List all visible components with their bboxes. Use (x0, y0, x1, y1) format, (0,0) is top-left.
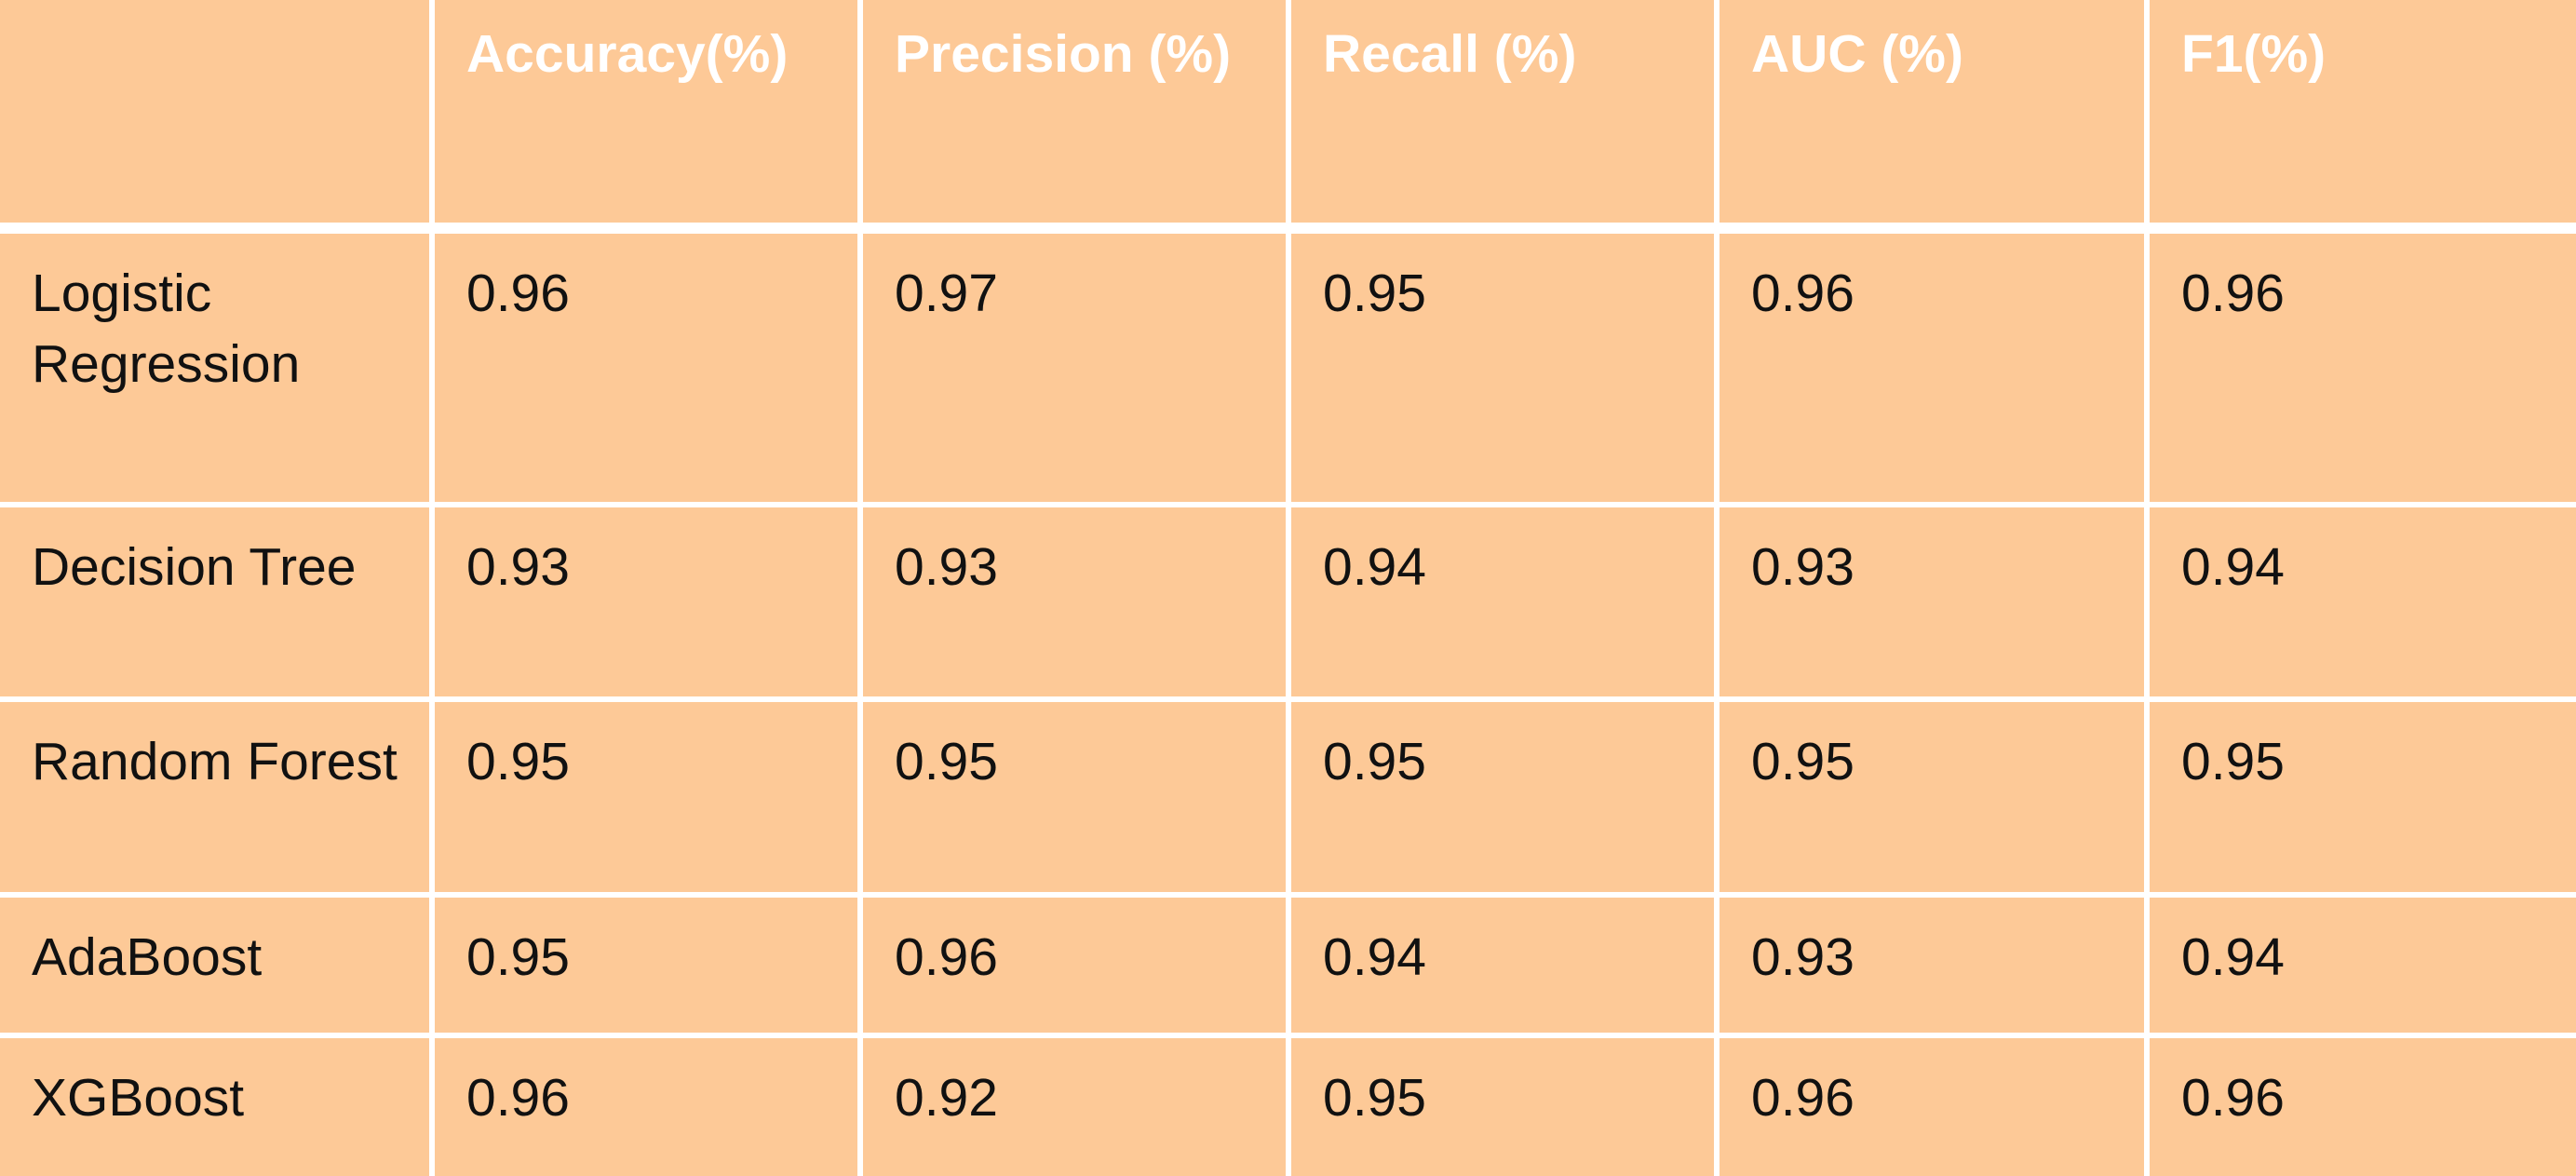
model-name-cell: Decision Tree (0, 505, 432, 699)
header-recall: Recall (%) (1288, 0, 1717, 228)
recall-cell: 0.95 (1288, 1035, 1717, 1176)
accuracy-cell: 0.96 (432, 228, 860, 505)
auc-cell: 0.95 (1717, 699, 2147, 895)
auc-cell: 0.93 (1717, 505, 2147, 699)
precision-cell: 0.92 (860, 1035, 1288, 1176)
f1-cell: 0.96 (2147, 1035, 2576, 1176)
model-name-cell: Random Forest (0, 699, 432, 895)
auc-cell: 0.96 (1717, 1035, 2147, 1176)
f1-cell: 0.96 (2147, 228, 2576, 505)
auc-cell: 0.96 (1717, 228, 2147, 505)
precision-cell: 0.93 (860, 505, 1288, 699)
model-name-cell: XGBoost (0, 1035, 432, 1176)
header-accuracy: Accuracy(%) (432, 0, 860, 228)
f1-cell: 0.94 (2147, 505, 2576, 699)
f1-cell: 0.95 (2147, 699, 2576, 895)
accuracy-cell: 0.96 (432, 1035, 860, 1176)
recall-cell: 0.94 (1288, 505, 1717, 699)
auc-cell: 0.93 (1717, 895, 2147, 1035)
accuracy-cell: 0.95 (432, 895, 860, 1035)
header-auc: AUC (%) (1717, 0, 2147, 228)
accuracy-cell: 0.95 (432, 699, 860, 895)
recall-cell: 0.95 (1288, 228, 1717, 505)
precision-cell: 0.95 (860, 699, 1288, 895)
recall-cell: 0.95 (1288, 699, 1717, 895)
precision-cell: 0.97 (860, 228, 1288, 505)
table-row (0, 699, 2576, 895)
model-name-cell: AdaBoost (0, 895, 432, 1035)
model-name-cell: Logistic Regression (0, 228, 432, 505)
table-row (0, 505, 2576, 699)
header-f1: F1(%) (2147, 0, 2576, 228)
table-row (0, 228, 2576, 505)
precision-cell: 0.96 (860, 895, 1288, 1035)
header-row (0, 0, 2576, 228)
table-row (0, 1035, 2576, 1176)
f1-cell: 0.94 (2147, 895, 2576, 1035)
recall-cell: 0.94 (1288, 895, 1717, 1035)
header-precision: Precision (%) (860, 0, 1288, 228)
accuracy-cell: 0.93 (432, 505, 860, 699)
header-corner-cell (0, 0, 432, 228)
table-row (0, 895, 2576, 1035)
